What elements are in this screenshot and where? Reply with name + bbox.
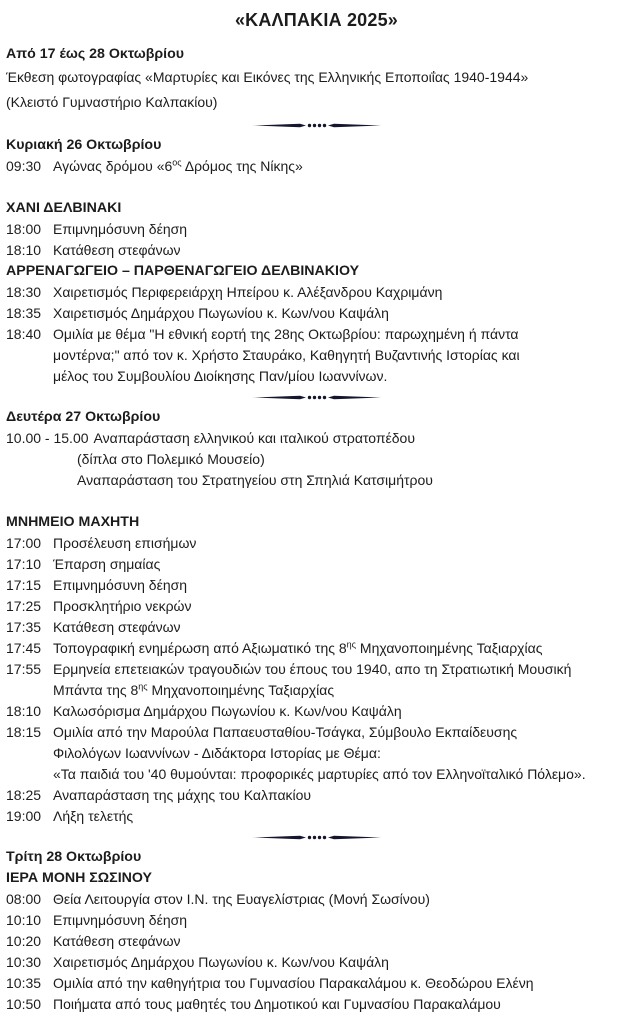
schedule-row — [6, 533, 627, 554]
event-text-part: Δρόμος της Νίκης» — [181, 158, 303, 174]
event-text: Ομιλία από την καθηγήτρια του Γυμνασίου Παρακαλάμου κ. Θεοδώρου Ελένη — [53, 975, 534, 991]
schedule-row — [6, 638, 627, 659]
event-time: 17:25 — [6, 598, 42, 614]
event-time: 10:10 — [6, 912, 42, 928]
event-text — [53, 722, 627, 785]
event-time: 18:15 — [6, 724, 42, 740]
schedule-row — [6, 617, 627, 638]
event-text-part: Μηχανοποιημένης Ταξιαρχίας — [356, 640, 543, 656]
event-text-part: Αγώνας δρόμου «6 — [53, 158, 173, 174]
schedule-row — [6, 575, 627, 596]
event-text: Κατάθεση στεφάνων — [53, 933, 181, 949]
event-text-part: Μπάντα της 8 — [53, 682, 139, 698]
event-time: 18:00 — [6, 221, 42, 237]
event-text-line — [53, 680, 627, 701]
event-text: Λήξη τελετής — [53, 808, 134, 824]
event-text: Προσέλευση επισήμων — [53, 535, 197, 551]
schedule-row — [6, 701, 627, 722]
event-text-line: μοντέρνα;" από τον κ. Χρήστο Σταυράκο, Καθηγητή Βυζαντινής Ιστορίας και — [53, 347, 520, 363]
event-text-line: Φιλολόγων Ιωαννίνων - Διδάκτορα Ιστορίας με Θέμα: — [53, 745, 381, 761]
event-time: 17:15 — [6, 577, 42, 593]
spacer — [6, 491, 627, 512]
event-time: 18:40 — [6, 326, 42, 342]
schedule-row — [6, 806, 627, 827]
page-title: «ΚΑΛΠΑΚΙΑ 2025» — [234, 10, 399, 30]
event-text-line: Ερμηνεία επετειακών τραγουδιών του έπους του 1940, απο τη Στρατιωτική Μουσική — [53, 661, 572, 677]
schedule-row — [6, 889, 627, 910]
event-text-line: μέλος του Συμβουλίου Διοίκησης Παν/μίου Ιωαννίνων. — [53, 368, 388, 384]
event-text — [53, 638, 627, 659]
event-time: 18:25 — [6, 787, 42, 803]
event-time: 10:20 — [6, 933, 42, 949]
event-text-part: Μηχανοποιημένης Ταξιαρχίας — [147, 682, 335, 698]
schedule-row — [6, 785, 627, 806]
ornament-divider — [6, 115, 627, 135]
section-heading-arren: ΑΡΡΕΝΑΓΩΓΕΙΟ – ΠΑΡΘΕΝΑΓΩΓΕΙΟ ΔΕΛΒΙΝΑΚΙΟΥ — [6, 263, 360, 279]
spacer — [6, 177, 627, 198]
schedule-row — [6, 973, 627, 994]
event-text: Χαιρετισμός Δημάρχου Πωγωνίου κ. Κων/νου Καψάλη — [53, 305, 389, 321]
event-text: Θεία Λειτουργία στον Ι.Ν. της Ευαγελίστριας (Μονή Σωσίνου) — [53, 891, 430, 907]
event-time: 18:10 — [6, 242, 42, 258]
intro-line: Έκθεση φωτογραφίας «Μαρτυρίες και Εικόνες της Ελληνικής Εποποιΐας 1940-1944» — [6, 69, 529, 85]
schedule-row — [6, 952, 627, 973]
section-heading-hani: ΧΑΝΙ ΔΕΛΒΙΝΑΚΙ — [6, 200, 122, 216]
event-text: Χαιρετισμός Περιφερειάρχη Ηπείρου κ. Αλέξανδρου Καχριμάνη — [53, 284, 443, 300]
superscript-ordinal: ης — [346, 639, 357, 650]
event-text-line: Ομιλία από την Μαρούλα Παπαευσταθίου-Τσάγκα, Σύμβουλο Εκπαίδευσης — [53, 724, 518, 740]
event-time: 17:10 — [6, 556, 42, 572]
event-time-range: 10.00 - 15.00 — [6, 430, 89, 446]
event-text: Χαιρετισμός Δημάρχου Πωγωνίου κ. Κων/νου Καψάλη — [53, 954, 389, 970]
event-subline: Αναπαράσταση του Στρατηγείου στη Σπηλιά Κατσιμήτρου — [77, 472, 433, 488]
event-text: Κατάθεση στεφάνων — [53, 619, 181, 635]
divider-icon — [252, 833, 382, 842]
event-time: 19:00 — [6, 808, 42, 824]
schedule-row — [6, 303, 627, 324]
event-text: Καλωσόρισμα Δημάρχου Πωγωνίου κ. Κων/νου Καψάλη — [53, 703, 402, 719]
event-text — [53, 324, 627, 387]
event-text — [53, 156, 627, 177]
schedule-row — [6, 324, 627, 387]
event-text: Κατάθεση στεφάνων — [53, 242, 181, 258]
section-heading-mon27: Δευτέρα 27 Οκτωβρίου — [6, 409, 161, 425]
event-time: 17:35 — [6, 619, 42, 635]
event-time: 10:50 — [6, 996, 42, 1012]
event-time: 17:55 — [6, 661, 42, 677]
event-text: Αναπαράσταση της μάχης του Καλπακίου — [53, 787, 312, 803]
event-text: Επιμνημόσυνη δέηση — [53, 577, 188, 593]
event-time: 18:30 — [6, 284, 42, 300]
event-text-line: Ομιλία με θέμα "Η εθνική εορτή της 28ης Οκτωβρίου: παρωχημένη ή πάντα — [53, 326, 519, 342]
schedule-row — [6, 596, 627, 617]
intro-line: (Κλειστό Γυμναστήριο Καλπακίου) — [6, 94, 218, 110]
schedule-row — [6, 240, 627, 261]
schedule-row — [6, 931, 627, 952]
ornament-divider — [6, 827, 627, 847]
event-time: 08:00 — [6, 891, 42, 907]
event-text: Επιμνημόσυνη δέηση — [53, 221, 188, 237]
section-heading-sun26: Κυριακή 26 Οκτωβρίου — [6, 137, 162, 153]
schedule-row — [6, 219, 627, 240]
event-time: 17:45 — [6, 640, 42, 656]
section-heading-oct17-28: Από 17 έως 28 Οκτωβρίου — [6, 46, 185, 62]
section-heading-mnimeio: ΜΝΗΜΕΙΟ ΜΑΧΗΤΗ — [6, 514, 140, 530]
schedule-row — [6, 910, 627, 931]
schedule-row — [6, 282, 627, 303]
event-time: 17:00 — [6, 535, 42, 551]
divider-icon — [252, 393, 382, 402]
schedule-row — [6, 156, 627, 177]
section-heading-tue28: Τρίτη 28 Οκτωβρίου — [6, 849, 142, 865]
event-text: Έπαρση σημαίας — [53, 556, 161, 572]
event-text-line: «Τα παιδιά του '40 θυμούνται: προφορικές μαρτυρίες από τον Ελληνοϊταλικό Πόλεμο». — [53, 766, 586, 782]
event-text: Ποιήματα από τους μαθητές του Δημοτικού και Γυμνασίου Παρακαλάμου — [53, 996, 501, 1012]
event-time: 18:35 — [6, 305, 42, 321]
event-text — [53, 659, 627, 701]
event-time: 09:30 — [6, 158, 42, 174]
superscript-ordinal: ης — [138, 681, 148, 692]
divider-icon — [252, 121, 382, 130]
event-time: 10:35 — [6, 975, 42, 991]
superscript-ordinal: ος — [172, 157, 182, 168]
event-text: Προσκλητήριο νεκρών — [53, 598, 192, 614]
schedule-row — [6, 722, 627, 785]
event-text: Επιμνημόσυνη δέηση — [53, 912, 188, 928]
schedule-row — [6, 659, 627, 701]
event-time: 18:10 — [6, 703, 42, 719]
event-text: Αναπαράσταση ελληνικού και ιταλικού στρατοπέδου — [93, 430, 416, 446]
event-subline: (δίπλα στο Πολεμικό Μουσείο) — [77, 451, 265, 467]
schedule-row — [6, 994, 627, 1015]
schedule-row — [6, 554, 627, 575]
event-time: 10:30 — [6, 954, 42, 970]
event-text-part: Τοπογραφική ενημέρωση από Αξιωματικό της 8 — [53, 640, 347, 656]
ornament-divider — [6, 387, 627, 407]
section-heading-sosinou: ΙΕΡΑ ΜΟΝΗ ΣΩΣΙΝΟΥ — [6, 870, 152, 886]
schedule-row — [6, 428, 627, 449]
